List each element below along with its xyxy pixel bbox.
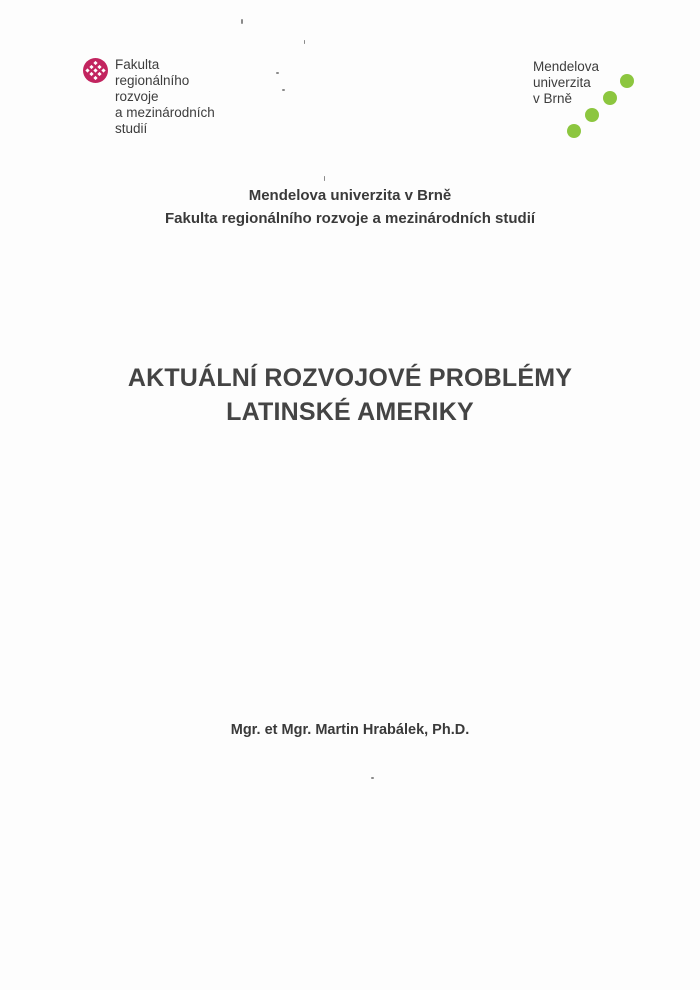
faculty-logo bbox=[83, 57, 215, 137]
university-logo-line: v Brně bbox=[533, 91, 573, 106]
faculty-name: Fakulta regionálního rozvoje a mezinárodních studií bbox=[164, 210, 536, 227]
faculty-logo-line: Fakulta bbox=[115, 57, 160, 72]
author-name: Mgr. et Mgr. Martin Hrabálek, Ph.D. bbox=[230, 722, 470, 738]
scan-speck bbox=[276, 72, 279, 74]
scan-speck bbox=[282, 89, 285, 91]
university-logo-line: Mendelova bbox=[533, 59, 600, 74]
university-logo bbox=[533, 59, 643, 144]
scan-speck bbox=[324, 176, 325, 181]
university-dots-icon bbox=[533, 59, 643, 144]
faculty-logo-line: a mezinárodních bbox=[115, 105, 215, 120]
scan-speck bbox=[304, 40, 305, 44]
document-title-line-1: AKTUÁLNÍ ROZVOJOVÉ PROBLÉMY bbox=[127, 364, 573, 392]
university-logo-line: univerzita bbox=[533, 75, 591, 90]
university-name: Mendelova univerzita v Brně bbox=[248, 187, 452, 204]
faculty-logo-line: regionálního bbox=[115, 73, 190, 88]
scan-speck bbox=[371, 777, 374, 779]
faculty-logo-line: studií bbox=[115, 121, 148, 136]
document-title-line-2: LATINSKÉ AMERIKY bbox=[226, 398, 474, 426]
faculty-logo-line: rozvoje bbox=[115, 89, 159, 104]
scan-speck bbox=[241, 19, 243, 24]
faculty-logo-text bbox=[115, 57, 215, 137]
faculty-emblem-icon bbox=[83, 58, 108, 83]
